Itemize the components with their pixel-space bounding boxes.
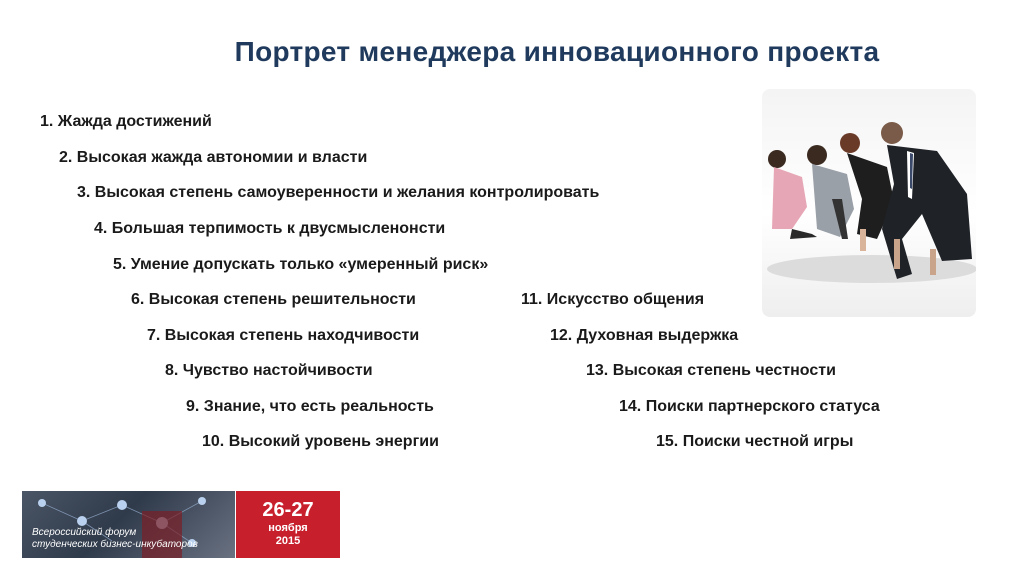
event-banner [22,491,340,558]
list-item: 7. Высокая степень находчивости [147,327,420,344]
list-item: 12. Духовная выдержка [550,327,739,344]
banner-caption-line2: студенческих бизнес-инкубаторов [32,539,198,550]
list-item: 5. Умение допускать только «умеренный риск» [113,256,489,273]
list-item: 11. Искусство общения [521,291,705,308]
banner-caption [32,527,198,551]
list-item: 9. Знание, что есть реальность [186,398,434,415]
list-item: 3. Высокая степень самоуверенности и желания контролировать [77,184,600,201]
event-month: ноября [268,522,308,534]
list-item: 6. Высокая степень решительности [131,291,416,308]
list-item: 1. Жажда достижений [40,113,212,130]
page-title: Портрет менеджера инновационного проекта [234,36,880,67]
list-item: 10. Высокий уровень энергии [202,433,439,450]
event-year: 2015 [275,535,301,547]
event-dates: 26-27 [262,499,314,521]
list-item: 8. Чувство настойчивости [165,362,373,379]
banner-graphic [22,491,235,558]
banner-caption-line1: Всероссийский форум [32,527,137,538]
list-item: 14. Поиски партнерского статуса [619,398,880,415]
list-item: 13. Высокая степень честности [586,362,836,379]
race-start-photo [762,89,976,317]
list-item: 15. Поиски честной игры [656,433,854,450]
list-item: 2. Высокая жажда автономии и власти [59,149,368,166]
business-people-start-illustration [762,89,976,317]
event-date-badge [236,491,340,558]
list-item: 4. Большая терпимость к двусмысленонсти [94,220,446,237]
